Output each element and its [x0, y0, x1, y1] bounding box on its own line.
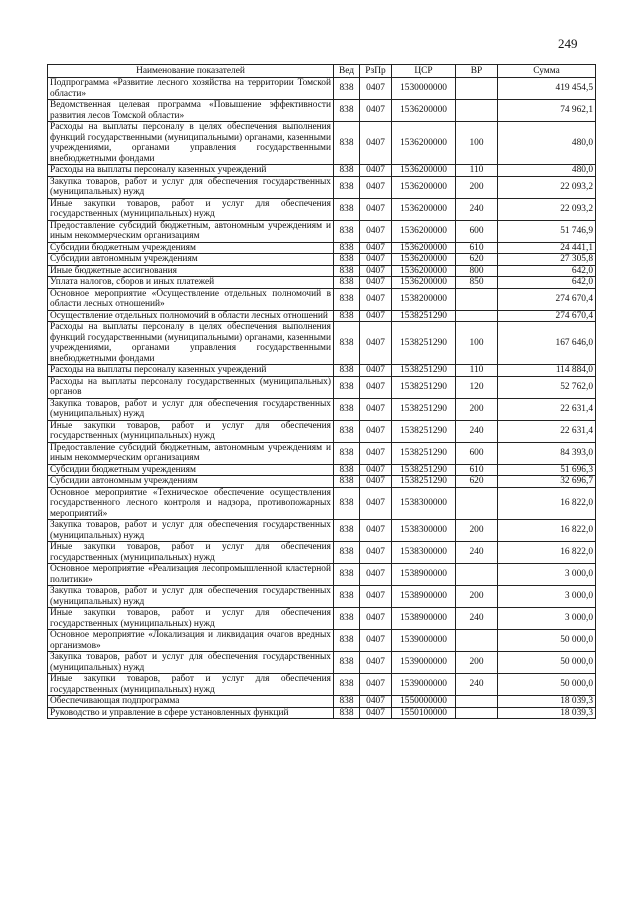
- cell-name: Предоставление субсидий бюджетным, автономным учреждениям и иным некоммерческим организациям: [48, 220, 334, 242]
- cell-ved: 838: [334, 176, 360, 198]
- cell-sum: 22 093,2: [498, 176, 596, 198]
- table-row: [48, 420, 596, 442]
- cell-vr: 240: [456, 198, 498, 220]
- table-row: [48, 242, 596, 254]
- cell-sum: 480,0: [498, 122, 596, 165]
- header-csr: ЦСР: [392, 65, 456, 78]
- cell-sum: 22 631,4: [498, 420, 596, 442]
- cell-sum: 32 696,7: [498, 476, 596, 488]
- cell-sum: 480,0: [498, 165, 596, 177]
- cell-ved: 838: [334, 277, 360, 289]
- cell-name: Расходы на выплаты персоналу в целях обеспечения выполнения функций государственными (муниципальными) органами, казенными учреждениями, органами управления государственными внебюджетными фондами: [48, 322, 334, 365]
- cell-vr: [456, 288, 498, 310]
- table-row: [48, 586, 596, 608]
- cell-vr: 610: [456, 464, 498, 476]
- cell-csr: 1538251290: [392, 476, 456, 488]
- table-row: [48, 674, 596, 696]
- cell-rzpr: 0407: [360, 78, 392, 100]
- cell-name: Расходы на выплаты персоналу в целях обеспечения выполнения функций государственными (муниципальными) органами, казенными учреждениями, органами управления государственными внебюджетными фондами: [48, 122, 334, 165]
- cell-name: Основное мероприятие «Реализация лесопромышленной кластерной политики»: [48, 564, 334, 586]
- cell-ved: 838: [334, 288, 360, 310]
- cell-csr: 1538900000: [392, 586, 456, 608]
- cell-sum: 18 039,3: [498, 707, 596, 719]
- cell-vr: 800: [456, 265, 498, 277]
- cell-vr: 200: [456, 520, 498, 542]
- cell-vr: [456, 100, 498, 122]
- cell-rzpr: 0407: [360, 322, 392, 365]
- cell-ved: 838: [334, 696, 360, 708]
- cell-vr: 240: [456, 608, 498, 630]
- cell-vr: 600: [456, 442, 498, 464]
- cell-name: Уплата налогов, сборов и иных платежей: [48, 277, 334, 289]
- cell-vr: [456, 564, 498, 586]
- cell-vr: 610: [456, 242, 498, 254]
- cell-sum: 24 441,1: [498, 242, 596, 254]
- cell-name: Иные закупки товаров, работ и услуг для обеспечения государственных (муниципальных) нужд: [48, 420, 334, 442]
- cell-rzpr: 0407: [360, 365, 392, 377]
- cell-rzpr: 0407: [360, 586, 392, 608]
- cell-sum: 51 696,3: [498, 464, 596, 476]
- cell-name: Субсидии бюджетным учреждениям: [48, 464, 334, 476]
- cell-rzpr: 0407: [360, 487, 392, 520]
- table-row: [48, 564, 596, 586]
- cell-csr: 1538251290: [392, 420, 456, 442]
- cell-name: Иные закупки товаров, работ и услуг для обеспечения государственных (муниципальных) нужд: [48, 608, 334, 630]
- cell-name: Субсидии бюджетным учреждениям: [48, 242, 334, 254]
- cell-name: Иные закупки товаров, работ и услуг для обеспечения государственных (муниципальных) нужд: [48, 674, 334, 696]
- page-number: 249: [558, 36, 578, 51]
- cell-csr: 1538251290: [392, 442, 456, 464]
- table-row: [48, 254, 596, 266]
- cell-rzpr: 0407: [360, 608, 392, 630]
- cell-name: Предоставление субсидий бюджетным, автономным учреждениям и иным некоммерческим организациям: [48, 442, 334, 464]
- cell-ved: 838: [334, 254, 360, 266]
- cell-rzpr: 0407: [360, 674, 392, 696]
- header-name: Наименование показателей: [48, 65, 334, 78]
- cell-name: Основное мероприятие «Осуществление отдельных полномочий в области лесных отношений»: [48, 288, 334, 310]
- cell-sum: 51 746,9: [498, 220, 596, 242]
- cell-ved: 838: [334, 78, 360, 100]
- table-row: [48, 100, 596, 122]
- cell-ved: 838: [334, 198, 360, 220]
- cell-name: Закупка товаров, работ и услуг для обеспечения государственных (муниципальных) нужд: [48, 586, 334, 608]
- budget-table: [47, 64, 596, 719]
- cell-ved: 838: [334, 310, 360, 322]
- cell-csr: 1536200000: [392, 220, 456, 242]
- cell-name: Закупка товаров, работ и услуг для обеспечения государственных (муниципальных) нужд: [48, 398, 334, 420]
- cell-ved: 838: [334, 608, 360, 630]
- cell-name: Субсидии автономным учреждениям: [48, 476, 334, 488]
- cell-name: Основное мероприятие «Локализация и ликвидация очагов вредных организмов»: [48, 630, 334, 652]
- header-ved: Вед: [334, 65, 360, 78]
- cell-csr: 1538251290: [392, 322, 456, 365]
- cell-rzpr: 0407: [360, 198, 392, 220]
- table-row: [48, 707, 596, 719]
- cell-sum: 18 039,3: [498, 696, 596, 708]
- cell-csr: 1538251290: [392, 376, 456, 398]
- table-row: [48, 608, 596, 630]
- cell-sum: 114 884,0: [498, 365, 596, 377]
- cell-ved: 838: [334, 442, 360, 464]
- cell-name: Расходы на выплаты персоналу государственных (муниципальных) органов: [48, 376, 334, 398]
- cell-rzpr: 0407: [360, 630, 392, 652]
- cell-name: Подпрограмма «Развитие лесного хозяйства на территории Томской области»: [48, 78, 334, 100]
- cell-vr: 240: [456, 420, 498, 442]
- cell-rzpr: 0407: [360, 376, 392, 398]
- table-row: [48, 277, 596, 289]
- cell-rzpr: 0407: [360, 165, 392, 177]
- cell-ved: 838: [334, 220, 360, 242]
- cell-sum: 50 000,0: [498, 652, 596, 674]
- cell-ved: 838: [334, 652, 360, 674]
- cell-sum: 3 000,0: [498, 586, 596, 608]
- cell-sum: 3 000,0: [498, 608, 596, 630]
- cell-ved: 838: [334, 674, 360, 696]
- cell-ved: 838: [334, 542, 360, 564]
- cell-vr: 120: [456, 376, 498, 398]
- cell-sum: 84 393,0: [498, 442, 596, 464]
- cell-ved: 838: [334, 365, 360, 377]
- table-row: [48, 165, 596, 177]
- cell-vr: 620: [456, 476, 498, 488]
- cell-rzpr: 0407: [360, 696, 392, 708]
- cell-ved: 838: [334, 630, 360, 652]
- table-row: [48, 464, 596, 476]
- cell-vr: 110: [456, 365, 498, 377]
- cell-vr: 850: [456, 277, 498, 289]
- cell-name: Основное мероприятие «Техническое обеспечение осуществления государственного лесного контроля и надзора, противопожарных мероприятий»: [48, 487, 334, 520]
- cell-name: Иные бюджетные ассигнования: [48, 265, 334, 277]
- cell-rzpr: 0407: [360, 520, 392, 542]
- table-row: [48, 630, 596, 652]
- cell-sum: 50 000,0: [498, 674, 596, 696]
- cell-rzpr: 0407: [360, 420, 392, 442]
- cell-sum: 74 962,1: [498, 100, 596, 122]
- table-row: [48, 122, 596, 165]
- cell-vr: 200: [456, 398, 498, 420]
- cell-sum: 167 646,0: [498, 322, 596, 365]
- header-sum: Сумма: [498, 65, 596, 78]
- cell-rzpr: 0407: [360, 542, 392, 564]
- cell-csr: 1538251290: [392, 464, 456, 476]
- cell-name: Руководство и управление в сфере установленных функций: [48, 707, 334, 719]
- cell-csr: 1538251290: [392, 365, 456, 377]
- cell-ved: 838: [334, 476, 360, 488]
- cell-csr: 1539000000: [392, 652, 456, 674]
- cell-ved: 838: [334, 265, 360, 277]
- cell-sum: 16 822,0: [498, 542, 596, 564]
- cell-ved: 838: [334, 464, 360, 476]
- cell-csr: 1538251290: [392, 398, 456, 420]
- cell-ved: 838: [334, 165, 360, 177]
- cell-vr: 100: [456, 322, 498, 365]
- cell-rzpr: 0407: [360, 254, 392, 266]
- header-rzpr: РзПр: [360, 65, 392, 78]
- cell-sum: 274 670,4: [498, 288, 596, 310]
- cell-ved: 838: [334, 322, 360, 365]
- cell-name: Закупка товаров, работ и услуг для обеспечения государственных (муниципальных) нужд: [48, 176, 334, 198]
- cell-name: Осуществление отдельных полномочий в области лесных отношений: [48, 310, 334, 322]
- cell-vr: [456, 630, 498, 652]
- cell-rzpr: 0407: [360, 122, 392, 165]
- cell-rzpr: 0407: [360, 176, 392, 198]
- cell-ved: 838: [334, 376, 360, 398]
- cell-vr: 240: [456, 674, 498, 696]
- cell-rzpr: 0407: [360, 652, 392, 674]
- cell-csr: 1536200000: [392, 122, 456, 165]
- cell-vr: [456, 487, 498, 520]
- table-row: [48, 288, 596, 310]
- header-vr: ВР: [456, 65, 498, 78]
- table-row: [48, 520, 596, 542]
- cell-rzpr: 0407: [360, 464, 392, 476]
- cell-sum: 16 822,0: [498, 520, 596, 542]
- cell-name: Иные закупки товаров, работ и услуг для обеспечения государственных (муниципальных) нужд: [48, 198, 334, 220]
- cell-csr: 1536200000: [392, 277, 456, 289]
- table-row: [48, 696, 596, 708]
- cell-csr: 1530000000: [392, 78, 456, 100]
- table-row: [48, 198, 596, 220]
- cell-vr: 240: [456, 542, 498, 564]
- cell-ved: 838: [334, 122, 360, 165]
- cell-csr: 1538900000: [392, 564, 456, 586]
- cell-vr: 200: [456, 652, 498, 674]
- cell-rzpr: 0407: [360, 442, 392, 464]
- table-row: [48, 487, 596, 520]
- cell-csr: 1539000000: [392, 630, 456, 652]
- cell-sum: 27 305,8: [498, 254, 596, 266]
- cell-vr: [456, 78, 498, 100]
- table-row: [48, 398, 596, 420]
- cell-rzpr: 0407: [360, 220, 392, 242]
- table-row: [48, 542, 596, 564]
- table-row: [48, 652, 596, 674]
- cell-name: Иные закупки товаров, работ и услуг для обеспечения государственных (муниципальных) нужд: [48, 542, 334, 564]
- cell-sum: 16 822,0: [498, 487, 596, 520]
- cell-csr: 1538300000: [392, 487, 456, 520]
- table-row: [48, 176, 596, 198]
- cell-name: Субсидии автономным учреждениям: [48, 254, 334, 266]
- cell-rzpr: 0407: [360, 265, 392, 277]
- cell-vr: [456, 310, 498, 322]
- table-body: [48, 78, 596, 719]
- cell-csr: 1538300000: [392, 542, 456, 564]
- cell-sum: 642,0: [498, 277, 596, 289]
- cell-vr: [456, 707, 498, 719]
- cell-sum: 419 454,5: [498, 78, 596, 100]
- cell-sum: 3 000,0: [498, 564, 596, 586]
- table-row: [48, 220, 596, 242]
- cell-name: Закупка товаров, работ и услуг для обеспечения государственных (муниципальных) нужд: [48, 652, 334, 674]
- cell-ved: 838: [334, 707, 360, 719]
- cell-csr: 1536200000: [392, 165, 456, 177]
- table-row: [48, 365, 596, 377]
- cell-sum: 50 000,0: [498, 630, 596, 652]
- cell-csr: 1538900000: [392, 608, 456, 630]
- cell-csr: 1536200000: [392, 242, 456, 254]
- cell-sum: 274 670,4: [498, 310, 596, 322]
- table-row: [48, 78, 596, 100]
- table-row: [48, 322, 596, 365]
- cell-rzpr: 0407: [360, 476, 392, 488]
- cell-vr: 200: [456, 586, 498, 608]
- cell-csr: 1539000000: [392, 674, 456, 696]
- cell-sum: 642,0: [498, 265, 596, 277]
- cell-rzpr: 0407: [360, 310, 392, 322]
- cell-vr: 110: [456, 165, 498, 177]
- table-row: [48, 442, 596, 464]
- cell-rzpr: 0407: [360, 288, 392, 310]
- cell-ved: 838: [334, 420, 360, 442]
- cell-csr: 1536200000: [392, 100, 456, 122]
- cell-ved: 838: [334, 564, 360, 586]
- table-row: [48, 376, 596, 398]
- cell-csr: 1536200000: [392, 198, 456, 220]
- cell-ved: 838: [334, 487, 360, 520]
- cell-rzpr: 0407: [360, 707, 392, 719]
- cell-rzpr: 0407: [360, 398, 392, 420]
- cell-csr: 1536200000: [392, 265, 456, 277]
- table-row: [48, 476, 596, 488]
- cell-csr: 1536200000: [392, 254, 456, 266]
- cell-vr: [456, 696, 498, 708]
- cell-vr: 620: [456, 254, 498, 266]
- cell-csr: 1550000000: [392, 696, 456, 708]
- cell-ved: 838: [334, 586, 360, 608]
- cell-rzpr: 0407: [360, 277, 392, 289]
- cell-rzpr: 0407: [360, 100, 392, 122]
- cell-ved: 838: [334, 398, 360, 420]
- table-row: [48, 265, 596, 277]
- cell-rzpr: 0407: [360, 242, 392, 254]
- table-header-row: [48, 65, 596, 78]
- table-row: [48, 310, 596, 322]
- cell-csr: 1538300000: [392, 520, 456, 542]
- cell-name: Расходы на выплаты персоналу казенных учреждений: [48, 365, 334, 377]
- cell-name: Ведомственная целевая программа «Повышение эффективности развития лесов Томской области»: [48, 100, 334, 122]
- cell-ved: 838: [334, 100, 360, 122]
- cell-sum: 22 631,4: [498, 398, 596, 420]
- cell-sum: 52 762,0: [498, 376, 596, 398]
- cell-csr: 1536200000: [392, 176, 456, 198]
- cell-csr: 1538251290: [392, 310, 456, 322]
- cell-sum: 22 093,2: [498, 198, 596, 220]
- cell-vr: 100: [456, 122, 498, 165]
- cell-name: Расходы на выплаты персоналу казенных учреждений: [48, 165, 334, 177]
- cell-ved: 838: [334, 242, 360, 254]
- cell-csr: 1538200000: [392, 288, 456, 310]
- cell-rzpr: 0407: [360, 564, 392, 586]
- cell-csr: 1550100000: [392, 707, 456, 719]
- cell-name: Закупка товаров, работ и услуг для обеспечения государственных (муниципальных) нужд: [48, 520, 334, 542]
- cell-name: Обеспечивающая подпрограмма: [48, 696, 334, 708]
- cell-vr: 600: [456, 220, 498, 242]
- cell-vr: 200: [456, 176, 498, 198]
- cell-ved: 838: [334, 520, 360, 542]
